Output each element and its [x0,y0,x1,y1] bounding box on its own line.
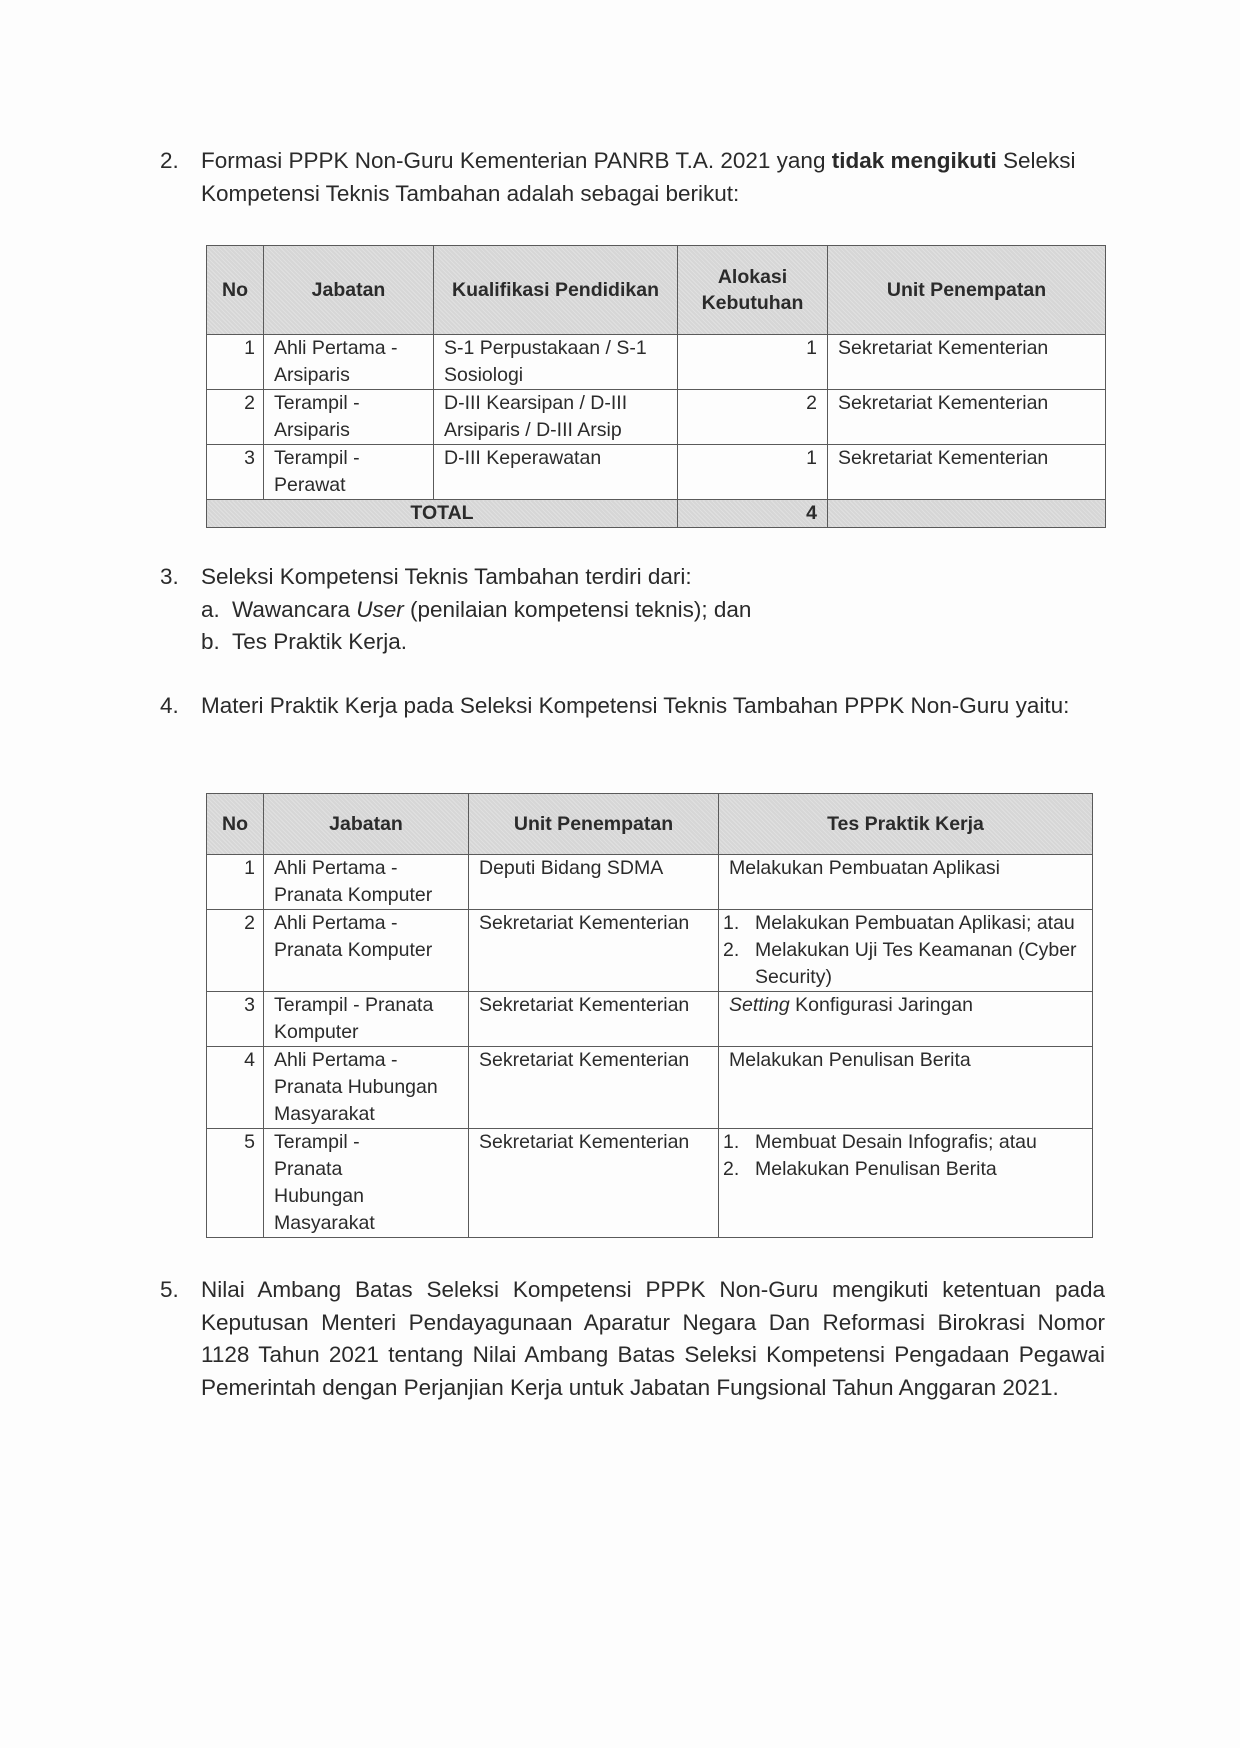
header-kualifikasi: Kualifikasi Pendidikan [434,246,678,335]
total-empty-cell [828,500,1106,528]
cell-kualifikasi: S-1 Perpustakaan / S-1 Sosiologi [434,335,678,390]
section-number: 2. [160,148,179,173]
table-header-row [207,794,1093,855]
header-no: No [207,794,264,855]
cell-unit: Sekretariat Kementerian [469,992,719,1047]
cell-tes: Melakukan Penulisan Berita [719,1047,1093,1129]
section-2-text: Formasi PPPK Non-Guru Kementerian PANRB T.A. 2021 yang tidak mengikuti Seleksi Kompetensi Teknis Tambahan adalah sebagai berikut: [201,148,1076,206]
cell-tes [719,1129,1093,1238]
header-jabatan: Jabatan [264,246,434,335]
total-label: TOTAL [207,500,678,528]
header-unit: Unit Penempatan [469,794,719,855]
section-5-text: Nilai Ambang Batas Seleksi Kompetensi PPPK Non-Guru mengikuti ketentuan pada Keputusan Menteri Pendayagunaan Aparatur Negara Dan Reformasi Birokrasi Nomor 1128 Tahun 2021 tentang Nilai Ambang Batas Seleksi Kompetensi Pengadaan Pegawai Pemerintah dengan Perjanjian Kerja untuk Jabatan Fungsional Tahun Anggaran 2021. [201,1277,1105,1400]
section-number: 4. [160,693,179,718]
section-number: 3. [160,564,179,589]
cell-tes: Setting Konfigurasi Jaringan [719,992,1093,1047]
cell-jabatan: Ahli Pertama - Arsiparis [264,335,434,390]
cell-jabatan: Terampil - Pranata Hubungan Masyarakat [264,1129,469,1238]
table-row [207,390,1106,445]
table-header-row [207,246,1106,335]
section-5 [160,1274,1105,1404]
cell-jabatan: Terampil - Arsiparis [264,390,434,445]
cell-kualifikasi: D-III Kearsipan / D-III Arsiparis / D-III Arsip [434,390,678,445]
tes-list-item: 2. Melakukan Uji Tes Keamanan (Cyber Security) [723,939,1077,988]
table-row [207,445,1106,500]
header-alokasi: Alokasi Kebutuhan [678,246,828,335]
header-tes: Tes Praktik Kerja [719,794,1093,855]
total-row [207,500,1106,528]
cell-kualifikasi: D-III Keperawatan [434,445,678,500]
sub-item-label: a. [201,596,220,622]
cell-no: 1 [207,335,264,390]
total-value: 4 [678,500,828,528]
cell-unit: Sekretariat Kementerian [828,445,1106,500]
section-2 [160,145,1105,210]
table-row [207,1129,1093,1238]
cell-no: 2 [207,390,264,445]
cell-unit: Sekretariat Kementerian [828,335,1106,390]
italic-term: Setting [729,994,790,1016]
section-3-text: Seleksi Kompetensi Teknis Tambahan terdiri dari: [201,564,692,589]
cell-unit: Sekretariat Kementerian [469,1129,719,1238]
cell-unit: Deputi Bidang SDMA [469,855,719,910]
table-row [207,855,1093,910]
header-no: No [207,246,264,335]
table-row [207,910,1093,992]
table-row [207,992,1093,1047]
cell-alokasi: 2 [678,390,828,445]
cell-no: 5 [207,1129,264,1238]
cell-no: 2 [207,910,264,992]
cell-jabatan: Terampil - Perawat [264,445,434,500]
cell-alokasi: 1 [678,445,828,500]
cell-tes [719,910,1093,992]
cell-jabatan: Ahli Pertama - Pranata Komputer [264,910,469,992]
section-3 [160,561,1105,659]
emphasis-text: tidak mengikuti [831,148,997,173]
header-unit: Unit Penempatan [828,246,1106,335]
table-row [207,335,1106,390]
cell-alokasi: 1 [678,335,828,390]
cell-no: 3 [207,992,264,1047]
cell-jabatan: Terampil - Pranata Komputer [264,992,469,1047]
cell-jabatan: Ahli Pertama - Pranata Hubungan Masyarakat [264,1047,469,1129]
section-4-text: Materi Praktik Kerja pada Seleksi Kompetensi Teknis Tambahan PPPK Non-Guru yaitu: [201,693,1070,718]
tes-list-item: 2. Melakukan Penulisan Berita [723,1158,997,1180]
cell-no: 1 [207,855,264,910]
tes-list [723,1129,1082,1183]
tes-list-item: 1. Membuat Desain Infografis; atau [723,1131,1037,1153]
cell-unit: Sekretariat Kementerian [828,390,1106,445]
section-number: 5. [160,1277,179,1302]
cell-tes: Melakukan Pembuatan Aplikasi [719,855,1093,910]
praktik-kerja-table [206,793,1093,1238]
cell-unit: Sekretariat Kementerian [469,910,719,992]
sub-item-a: a. Wawancara User (penilaian kompetensi teknis); dan [201,594,1105,627]
table-row [207,1047,1093,1129]
header-jabatan: Jabatan [264,794,469,855]
sub-item-label: b. [201,629,220,654]
sub-item-b: b. Tes Praktik Kerja. [201,626,1105,659]
tes-list [723,910,1082,991]
cell-unit: Sekretariat Kementerian [469,1047,719,1129]
formasi-table [206,245,1106,528]
section-4 [160,690,1105,723]
cell-jabatan: Ahli Pertama - Pranata Komputer [264,855,469,910]
italic-term: User [356,596,404,622]
cell-no: 3 [207,445,264,500]
cell-no: 4 [207,1047,264,1129]
tes-list-item: 1. Melakukan Pembuatan Aplikasi; atau [723,912,1075,934]
